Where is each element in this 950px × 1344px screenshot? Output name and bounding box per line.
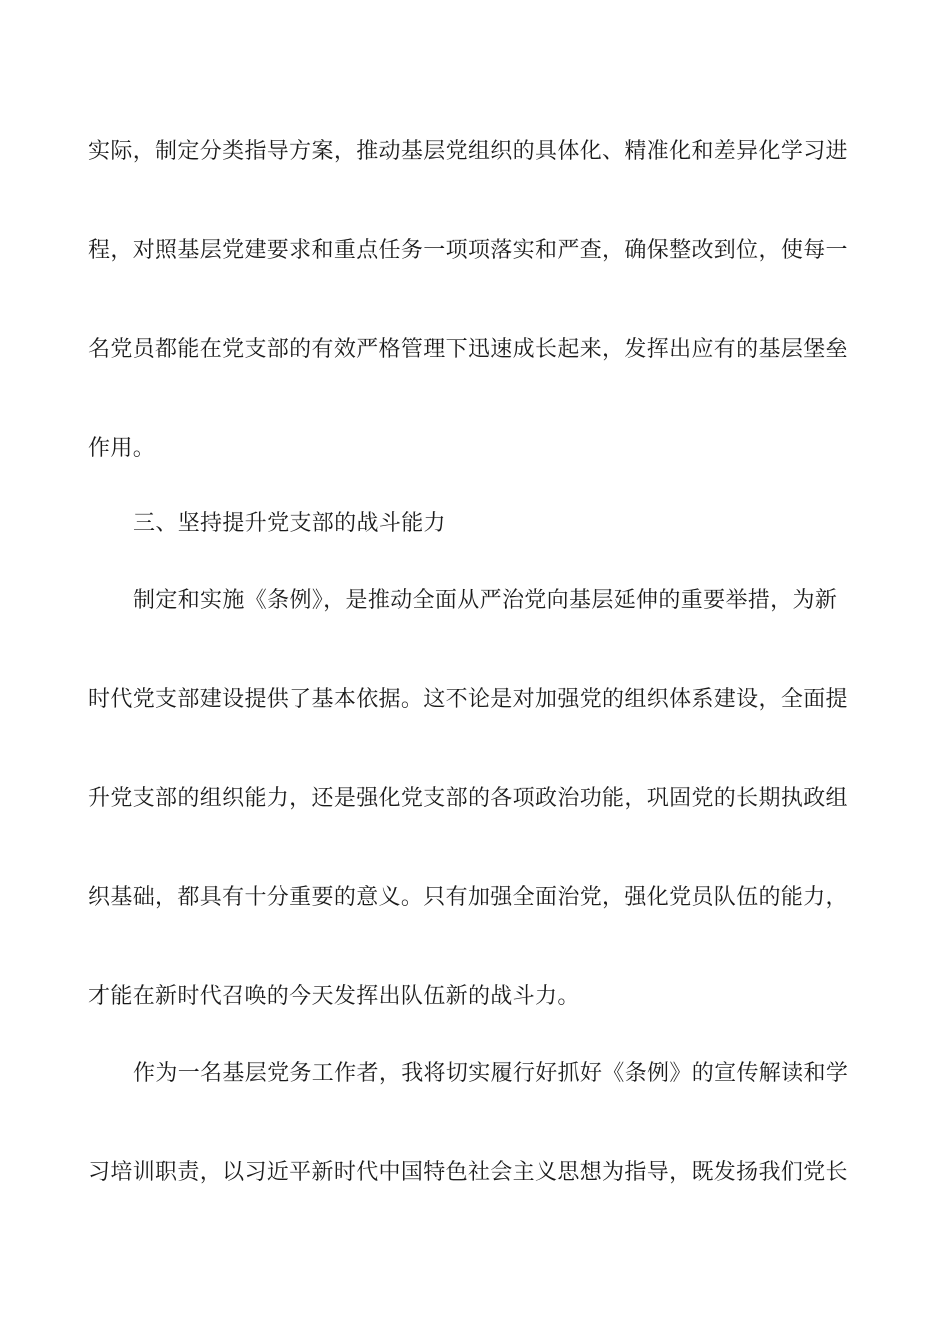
paragraph-line: 习培训职责，以习近平新时代中国特色社会主义思想为指导，既发扬我们党长 [88,1160,848,1185]
paragraph-line: 时代党支部建设提供了基本依据。这不论是对加强党的组织体系建设，全面提 [88,687,848,712]
paragraph-line: 程，对照基层党建要求和重点任务一项项落实和严查，确保整改到位，使每一 [88,238,848,263]
paragraph-line: 作为一名基层党务工作者，我将切实履行好抓好《条例》的宣传解读和学 [133,1061,849,1086]
paragraph-line: 制定和实施《条例》，是推动全面从严治党向基层延伸的重要举措，为新 [133,588,838,613]
paragraph-line: 实际，制定分类指导方案，推动基层党组织的具体化、精准化和差异化学习进 [88,139,848,164]
paragraph-line: 作用。 [88,436,156,461]
paragraph-line: 织基础，都具有十分重要的意义。只有加强全面治党，强化党员队伍的能力， [88,885,848,910]
paragraph-line: 升党支部的组织能力，还是强化党支部的各项政治功能，巩固党的长期执政组 [88,786,848,811]
section-heading: 三、坚持提升党支部的战斗能力 [133,511,446,536]
paragraph-line: 才能在新时代召唤的今天发挥出队伍新的战斗力。 [88,984,580,1009]
paragraph-line: 名党员都能在党支部的有效严格管理下迅速成长起来，发挥出应有的基层堡垒 [88,337,848,362]
